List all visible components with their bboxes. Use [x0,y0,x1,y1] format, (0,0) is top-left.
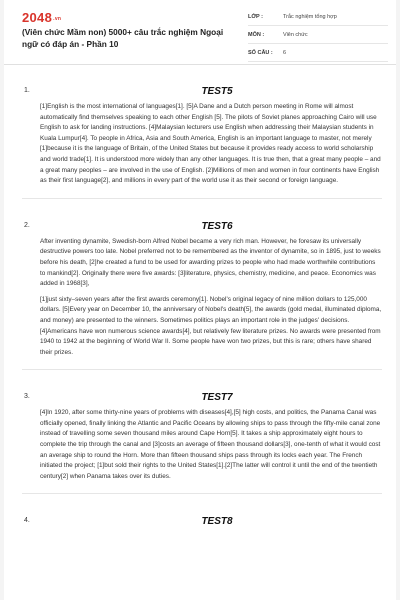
question-item [22,391,382,494]
meta-row-subject [248,26,388,44]
meta-value: Viên chức [283,31,308,38]
question-item [22,220,382,371]
meta-row-count [248,44,388,62]
document-page [4,0,396,600]
site-logo[interactable]: 2048.vn [22,10,62,25]
meta-key: LỚP : [248,13,263,20]
meta-value: 6 [283,49,287,56]
question-title: TEST6 [201,220,233,232]
question-number: 1. [24,87,30,94]
passage-paragraph: After inventing dynamite, Swedish-born Alfred Nobel became a very rich man. However, he foresaw its universally destructive powers too late. Nobel preferred not to be remembered as the inventor of dynamite, so in 1895, just to weeks before his death, [2]he created a fund to be used for awarding prizes to people who had made worthwhile contributions to mankind[2]. Originally there were five awards: [3]literature, physics, chemistry, medicine, and peace. Economics was added in 1968[3], [40,237,381,288]
question-number: 2. [24,221,30,229]
question-title: TEST8 [201,516,233,528]
document-title: (Viên chức Mầm non) 5000+ câu trắc nghiệm Ngoại ngữ có đáp án - Phần 10 [22,27,224,49]
passage-paragraph: [4]In 1920, after some thirty-nine years of problems with diseases[4],[5] high costs, and politics, the Panama Canal was officially opened, finally linking the Atlantic and Pacific Oceans by allowing ships to pass through the fifty-mile canal zone instead of travelling some seven thousand miles around Cape Horn[5]. It takes a ship approximately eight hours to complete the trip through the canal and [3]costs an average of fifteen thousand dollars[3], one-tenth of what it would cost an average ship to round the Horn. More than fifteen thousand ships pass through its locks each year. The French initiated the project; [1]but sold their rights to the United States[1].[2]The latter will control it until the end of the twentieth century[2] when Panama takes over its duties. [40,409,381,480]
question-item [22,515,382,529]
divider [22,369,382,370]
question-number: 3. [24,393,30,401]
document-header [4,0,396,65]
divider [22,493,382,494]
passage-paragraph: [1]just sixty–seven years after the first awards ceremony[1]. Nobel's original legacy of nine million dollars to 125,000 dollars. [5]Every year on December 10, the anniversary of Nobel's death[5], the awards (gold medal, illuminated diploma, and money) are presented to the winners. Sometimes politics plays an important role in the judges' decisions. [4]Americans have won numerous science awards[4], but relatively few literature prizes. No awards were presented from 1940 to 1942 at the beginning of World War II. Some people have won two prizes, but this is rare; others have shared their prizes. [40,295,382,356]
question-list [4,85,396,529]
question-body [40,408,382,482]
divider [22,198,382,199]
passage-paragraph: [1]English is the most international of languages[1]. [5]A Dane and a Dutch person meeting in Rome will almost automatically find themselves speaking to each other English [5]. The pilots of Soviet planes approaching Cairo will use English to ask for landing instructions. [4]Malaysian lecturers use English when addressing their Malaysian students in Kuala Lumpur[4]. To people in Africa, Asia and South America, English is an important language to master, not merely [1]because it is the language of Britain, of the United States but because it provides ready access to world scholarship and world trade[1]. It is understood more widely than any other languages. It is true then, that a great many people – and a great many peoples – are involved in the use of English. [2]Millions of men and women in four continents have English as their first language[2], and millions in every part of the world use it as their second or foreign language. [40,103,381,185]
question-item [22,85,382,199]
meta-key: SỐ CÂU : [248,49,273,56]
question-body [40,102,382,187]
meta-row-class [248,8,388,26]
meta-key: MÔN : [248,31,265,38]
question-number: 4. [24,517,30,525]
question-title: TEST5 [201,86,233,97]
meta-value: Trắc nghiệm tổng hợp [283,13,337,20]
question-body [40,237,382,359]
question-title: TEST7 [201,392,233,404]
document-meta [248,8,388,62]
